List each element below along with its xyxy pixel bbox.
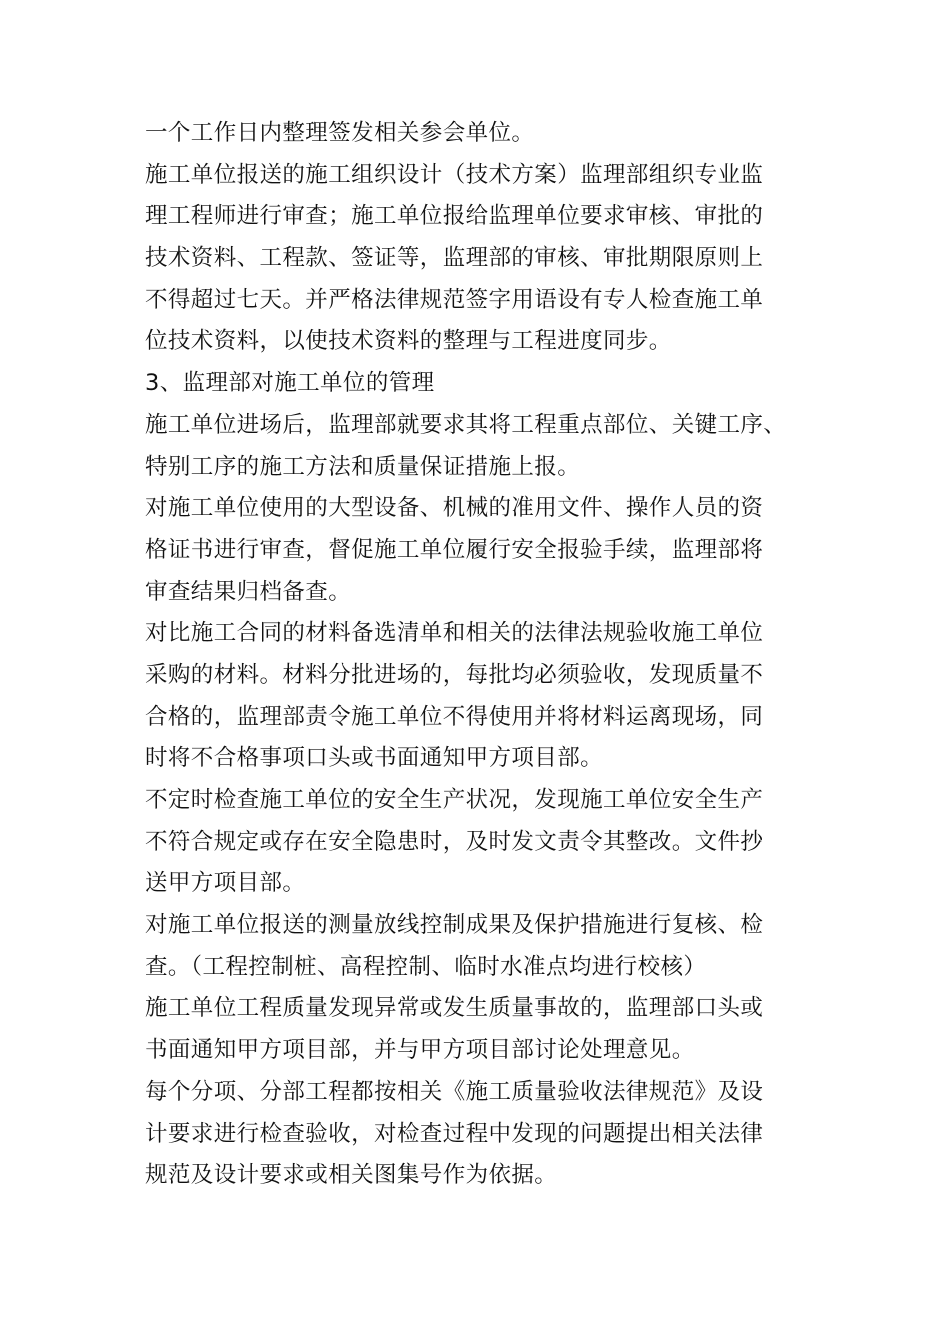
text-line: 位技术资料，以使技术资料的整理与工程进度同步。: [145, 328, 672, 355]
text-line: 采购的材料。材料分批进场的，每批均必须验收，发现质量不: [145, 661, 764, 688]
text-line: 不得超过七天。并严格法律规范签字用语设有专人检查施工单: [145, 286, 764, 313]
document-body: [145, 113, 817, 1197]
text-line: 理工程师进行审查；施工单位报给监理单位要求审核、审批的: [145, 203, 764, 230]
text-line: 技术资料、工程款、签证等，监理部的审核、审批期限原则上: [145, 245, 764, 272]
section-heading: 3、监理部对施工单位的管理: [145, 370, 435, 397]
text-line: 格证书进行审查，督促施工单位履行安全报验手续，监理部将: [145, 536, 764, 563]
text-line: 对施工单位报送的测量放线控制成果及保护措施进行复核、检: [145, 912, 764, 939]
text-line: 对比施工合同的材料备选清单和相关的法律法规验收施工单位: [145, 620, 764, 647]
text-line: 计要求进行检查验收，对检查过程中发现的问题提出相关法律: [145, 1120, 764, 1147]
text-line: 一个工作日内整理签发相关参会单位。: [145, 120, 535, 146]
text-line: 不定时检查施工单位的安全生产状况，发现施工单位安全生产: [145, 787, 764, 813]
text-line: 施工单位进场后，监理部就要求其将工程重点部位、关键工序、: [145, 411, 787, 438]
text-line: 每个分项、分部工程都按相关《施工质量验收法律规范》及设: [145, 1078, 764, 1105]
text-line: 施工单位工程质量发现异常或发生质量事故的，监理部口头或: [145, 995, 764, 1022]
text-line: 送甲方项目部。: [145, 870, 306, 897]
text-line: 时将不合格事项口头或书面通知甲方项目部。: [145, 745, 604, 772]
text-line: 查。（工程控制桩、高程控制、临时水准点均进行校核）: [145, 953, 707, 980]
text-line: 特别工序的施工方法和质量保证措施上报。: [145, 453, 581, 480]
text-line: 书面通知甲方项目部，并与甲方项目部讨论处理意见。: [145, 1037, 695, 1064]
text-line: 施工单位报送的施工组织设计（技术方案）监理部组织专业监: [145, 161, 764, 188]
text-line: 对施工单位使用的大型设备、机械的准用文件、操作人员的资: [145, 495, 764, 522]
text-line: 不符合规定或存在安全隐患时，及时发文责令其整改。文件抄: [145, 828, 764, 855]
text-line: 合格的，监理部责令施工单位不得使用并将材料运离现场，同: [145, 703, 764, 730]
text-line: 审查结果归档备查。: [145, 578, 352, 605]
text-line: 规范及设计要求或相关图集号作为依据。: [145, 1162, 558, 1189]
